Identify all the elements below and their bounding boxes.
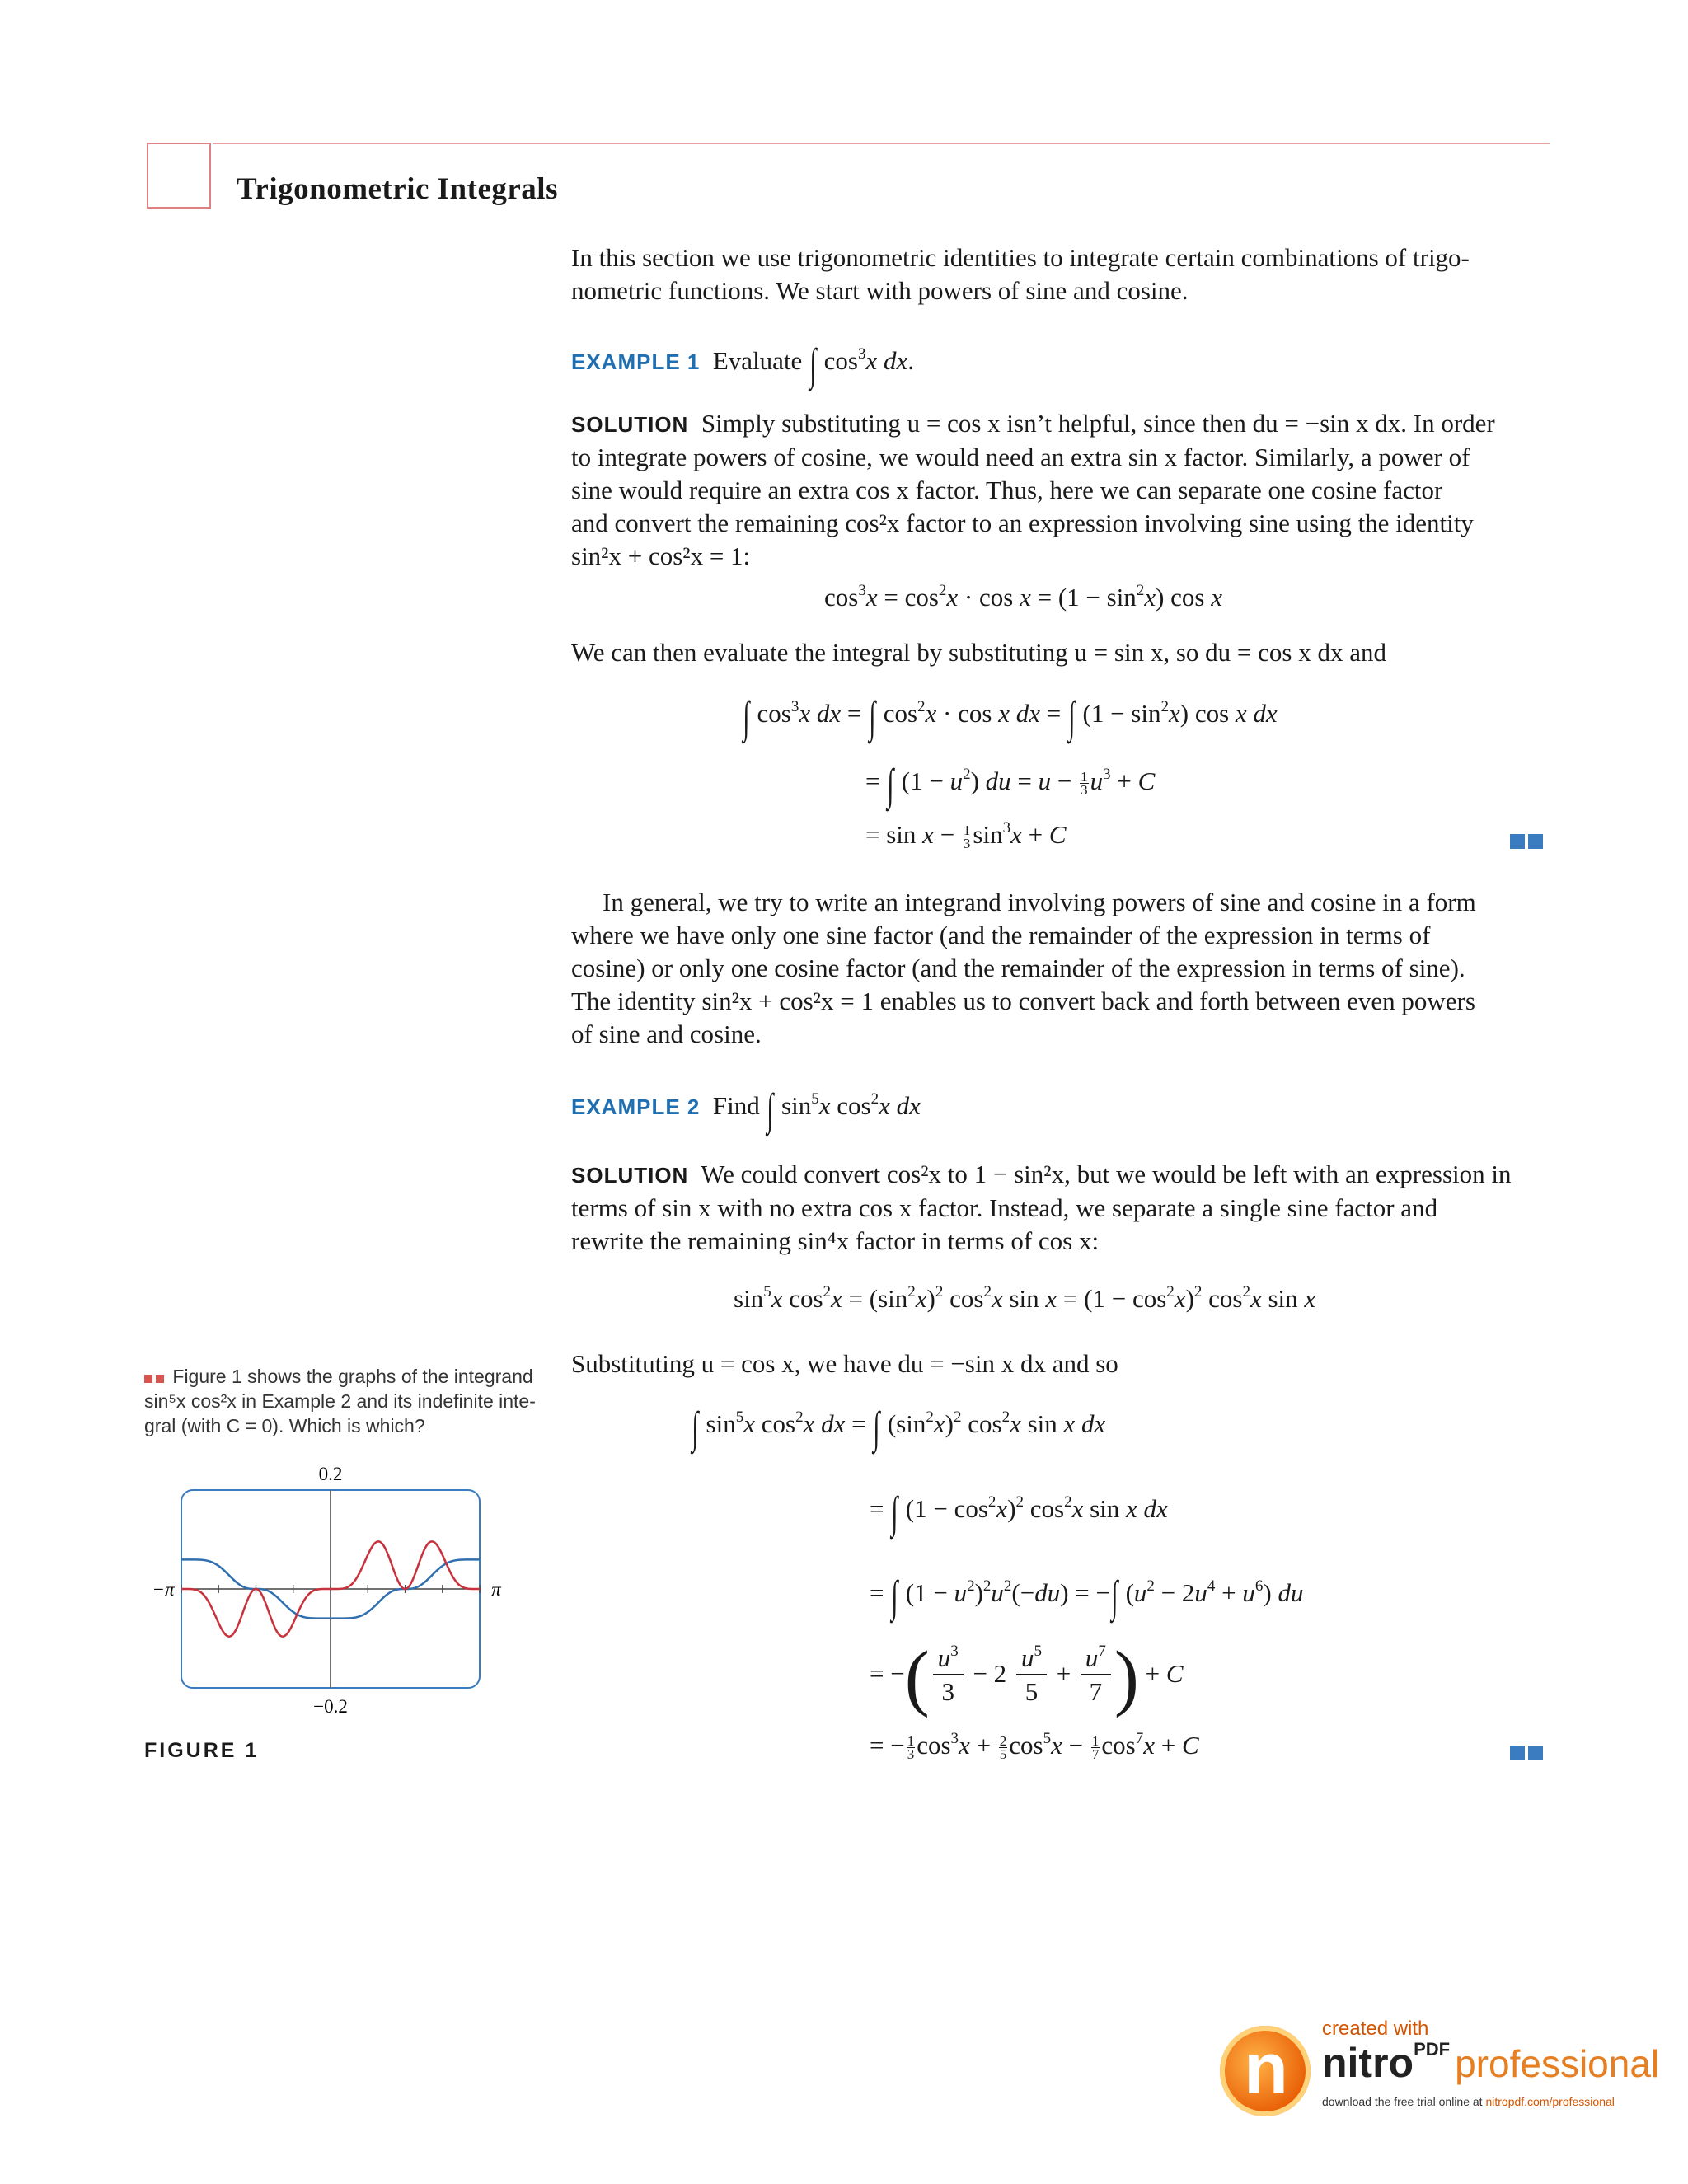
paragraph-line: The identity sin²x + cos²x = 1 enables us to convert back and forth between even powers (571, 987, 1475, 1015)
solution-line: sin²x + cos²x = 1: (571, 541, 751, 570)
watermark-brand: nitro (1322, 2040, 1414, 2086)
example-2-integral: ∫ $\sin^5x$ $\cos^2x$ dx (767, 1085, 921, 1134)
then-line: We can then evaluate the integral by substituting u = sin x, so du = cos x dx and (571, 638, 1386, 667)
margin-note (144, 1364, 536, 1438)
solution-label: SOLUTION (571, 1163, 689, 1188)
solution-line: terms of sin x with no extra cos x factor. Instead, we separate a single sine factor and (571, 1193, 1438, 1222)
equation-sin5cos2-rewrite: $\sin^5x$ $\cos^2x = (\sin^2x)^2$ $\cos^2x$ $\sin x = (1 - \cos^2x)^2$ $\cos^2x$ sin x (734, 1283, 1316, 1313)
solution-line: sine would require an extra cos x factor. Thus, here we can separate one cosine factor (571, 476, 1443, 504)
equation-ex2-line1: ∫ $\sin^5x$ $\cos^2x$ dx = ∫ $(\sin^2x)^2$ $\cos^2x$ sin x dx (692, 1403, 1106, 1452)
general-paragraph (571, 886, 1552, 1051)
equation-ex2-line3: = ∫ $(1 - u^2)^2u^2(-du)$ = −∫ $(u^2 - 2u^4 + u^6)$ du (870, 1572, 1304, 1621)
watermark-pdf: PDF (1414, 2039, 1451, 2060)
y-bottom-label: −0.2 (313, 1696, 348, 1717)
example-prompt: Find (712, 1091, 760, 1120)
watermark-product: professional (1455, 2042, 1660, 2085)
watermark-tagline: download the free trial online at (1322, 2095, 1483, 2108)
watermark-created: created with (1322, 2018, 1429, 2040)
example-2-heading (571, 1085, 921, 1134)
x-left-label: −π (152, 1579, 175, 1600)
header-rule (213, 143, 1550, 144)
paragraph-line: of sine and cosine. (571, 1019, 762, 1048)
intro-line: In this section we use trigonometric identities to integrate certain combinations of trigo- (571, 243, 1470, 272)
equation-ex2-line4: = −( $\frac{u^3}{3}$ − 2 $\frac{u^5}{5}$ + $\frac{u^7}{7}$ ) + C (870, 1637, 1184, 1719)
equation-ex1-line1: ∫ $\cos^3x$ dx = ∫ $\cos^2x \cdot \cos x$ dx = ∫ $(1 - \sin^2x)$ cos x dx (743, 692, 1278, 742)
nitro-watermark: n created with nitroPDF professional download the free trial online at nitropdf.com/professional (1220, 2003, 1648, 2126)
substituting-line: Substituting u = cos x, we have du = −sin x dx and so (571, 1349, 1118, 1378)
example-label: EXAMPLE 1 (571, 349, 701, 374)
solution-line: and convert the remaining cos²x factor to an expression involving sine using the identity (571, 509, 1474, 537)
solution-label: SOLUTION (571, 412, 689, 437)
intro-line: nometric functions. We start with powers of sine and cosine. (571, 276, 1189, 305)
equation-ex2-line2: = ∫ $(1 - \cos^2x)^2$ $\cos^2x$ sin x dx (870, 1488, 1168, 1537)
example-prompt: Evaluate (712, 346, 803, 375)
paragraph-line: In general, we try to write an integrand involving powers of sine and cosine in a form (603, 888, 1476, 916)
y-top-label: 0.2 (318, 1464, 343, 1484)
x-right-label: π (491, 1579, 501, 1600)
figure-1-graph (132, 1459, 503, 1731)
paragraph-line: cosine) or only one cosine factor (and the remainder of the expression in terms of sine). (571, 954, 1465, 982)
solution-line: to integrate powers of cosine, we would need an extra sin x factor. Similarly, a power of (571, 443, 1470, 471)
example-1-heading (571, 340, 914, 389)
solution-line: We could convert cos²x to 1 − sin²x, but we would be left with an expression in (701, 1160, 1512, 1188)
watermark-link[interactable]: nitropdf.com/professional (1485, 2095, 1615, 2108)
equation-ex1-line2: = ∫ $(1 - u^2)$ du = u − $\frac{1}{3}$ $u^3 + C$ (865, 760, 1156, 809)
note-line: gral (with C = 0). Which is which? (144, 1415, 425, 1436)
intro-paragraph (571, 241, 1552, 307)
end-of-example-mark (1507, 1746, 1543, 1765)
example-1-integral: ∫ $\cos^3x$ dx. (809, 340, 914, 389)
solution-line: rewrite the remaining sin⁴x factor in terms of cos x: (571, 1226, 1100, 1255)
end-of-example-mark (1507, 834, 1543, 853)
equation-ex2-line5: = − $\frac{1}{3}$ $\cos^3x$ + $\frac{2}{5}$ $\cos^5x$ − $\frac{1}{7}$ $\cos^7x + C$ (870, 1730, 1199, 1763)
equation-ex1-line3: = sin x − $\frac{1}{3}$ $\sin^3x + C$ (865, 819, 1067, 852)
figure-label: FIGURE 1 (144, 1739, 260, 1762)
section-title: Trigonometric Integrals (237, 172, 558, 206)
equation-cos3-identity: $\cos^3x = \cos^2x \cdot \cos x = (1 - \sin^2x)$ cos x (824, 582, 1222, 612)
example-2-solution (571, 1158, 1552, 1258)
paragraph-line: where we have only one sine factor (and the remainder of the expression in terms of (571, 921, 1431, 949)
example-1-solution (571, 407, 1552, 573)
note-line: sin⁵x cos²x in Example 2 and its indefinite inte- (144, 1390, 536, 1412)
solution-line: Simply substituting u = cos x isn’t helpful, since then du = −sin x dx. In order (701, 409, 1495, 438)
header-box (147, 143, 211, 209)
note-line: Figure 1 shows the graphs of the integrand (172, 1366, 533, 1387)
example-label: EXAMPLE 2 (571, 1094, 701, 1119)
